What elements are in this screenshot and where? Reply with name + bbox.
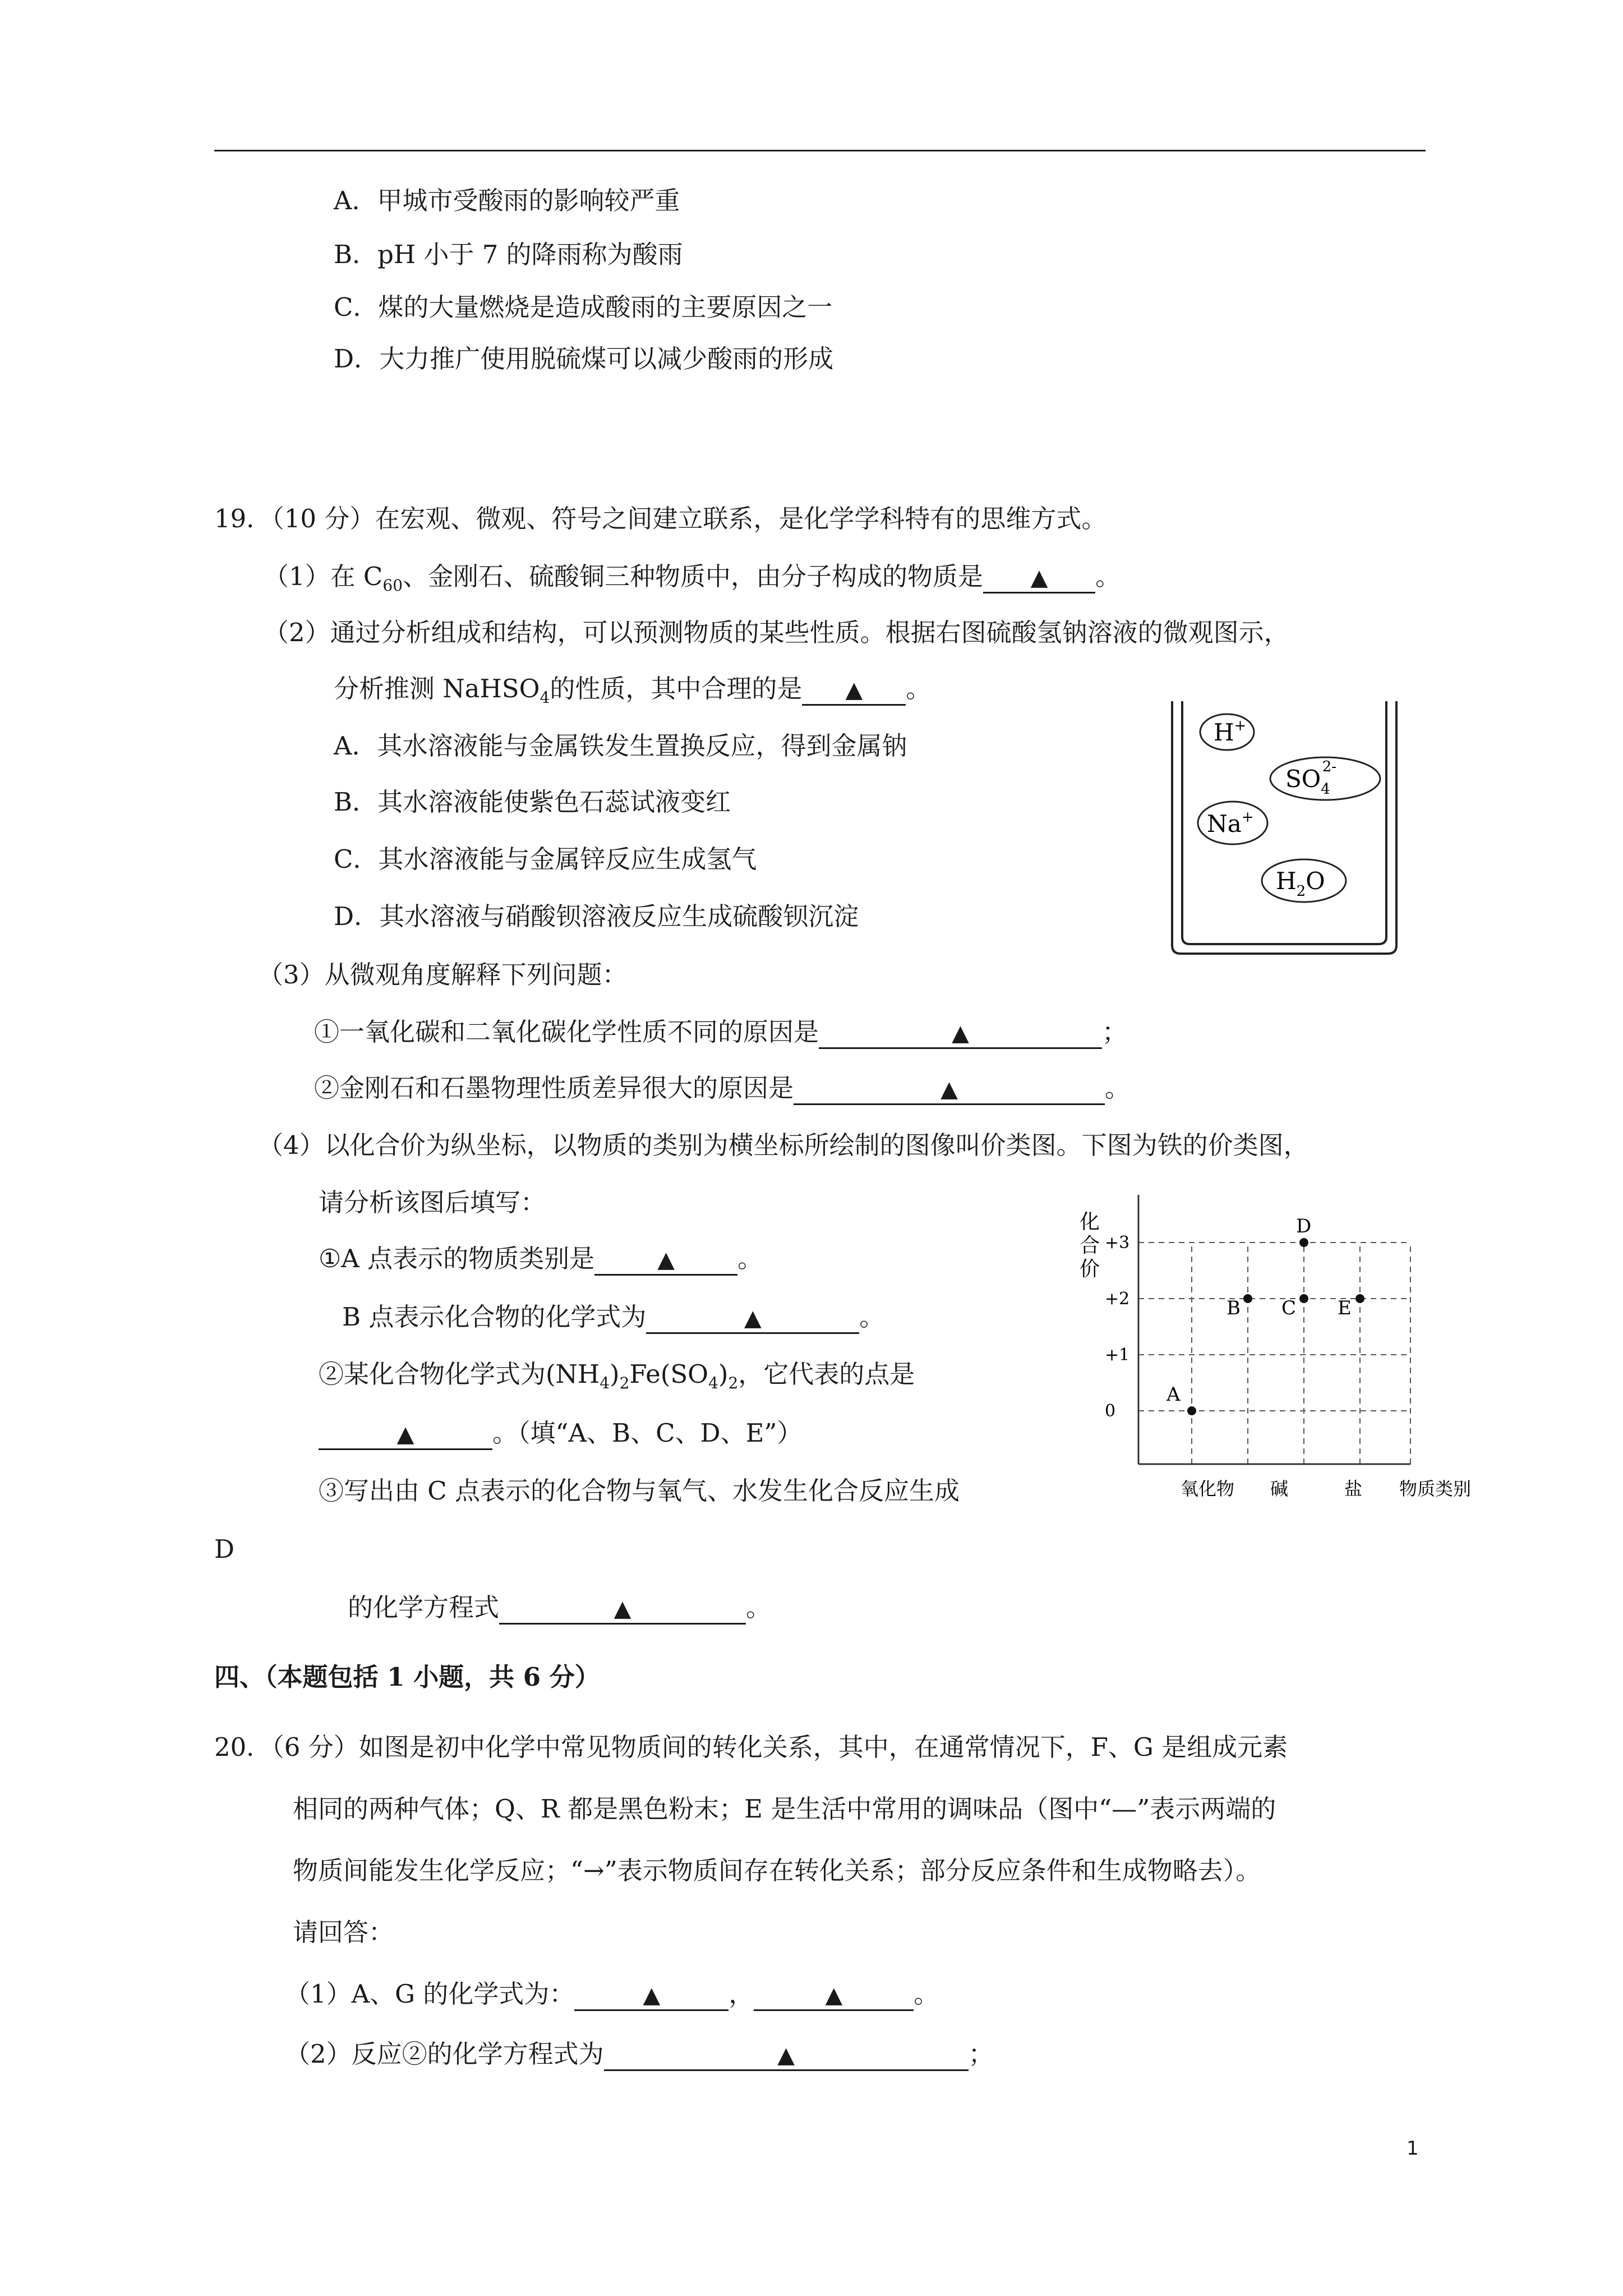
q19-part4-iii: ③写出由 C 点表示的化合物与氧气、水发生化合反应生成 [319,1476,960,1506]
chart-point-label-a: A [1166,1383,1181,1406]
q19-p2-blank[interactable]: ▲ [802,675,906,706]
q19-part4-line2: 请分析该图后填写： [319,1188,546,1217]
q19-part2-line1: （2）通过分析组成和结构，可以预测物质的某些性质。根据右图硫酸氢钠溶液的微观图示， [264,618,1289,647]
chart-point-c [1299,1294,1308,1303]
chart-point-label-d: D [1296,1215,1312,1237]
chart-point-b [1243,1294,1252,1303]
chart-point-d [1299,1238,1308,1247]
q18-option-b: B．pH 小于 7 的降雨称为酸雨 [334,240,683,269]
chart-ylabel-1: 合 [1080,1234,1100,1257]
sulfate-ion [1270,757,1380,800]
q19-part3-head: （3）从微观角度解释下列问题： [258,960,628,990]
q20-line3: 物质间能发生化学反应；“→”表示物质间存在转化关系；部分反应条件和生成物略去）。 [293,1856,1261,1885]
beaker-figure [1166,698,1402,962]
svg-text:H+: H+ [1214,717,1247,746]
chart-xcat-2: 盐 [1344,1478,1363,1499]
chart-ytick-1: +2 [1105,1289,1130,1309]
q20-p1-blank-b[interactable]: ▲ [754,1980,914,2011]
section4-title: 四、（本题包括 1 小题，共 6 分） [214,1662,600,1692]
q19-p4i-blank[interactable]: ▲ [594,1245,737,1276]
q20-part2: （2）反应②的化学方程式为 ▲ ； [285,2037,994,2071]
q19-part4-ii-fill: ▲ 。（填“A、B、C、D、E”） [319,1416,802,1450]
chart-ylabel-0: 化 [1080,1211,1100,1234]
q20-p2-blank[interactable]: ▲ [604,2040,969,2071]
q18-option-c: C．煤的大量燃烧是造成酸雨的主要原因之一 [334,292,833,322]
page-number: 1 [1407,2137,1419,2160]
iron-valence-chart [1080,1195,1483,1509]
chart-grid [1138,1243,1410,1464]
q19-p4ii-blank[interactable]: ▲ [319,1419,492,1450]
h-ion [1200,714,1254,750]
chart-ytick-3: 0 [1105,1401,1116,1421]
q19-part4-line1: （4）以化合价为纵坐标，以物质的类别为横坐标所绘制的图像叫价类图。下图为铁的价类图， [258,1130,1309,1160]
chart-point-label-e: E [1338,1297,1352,1319]
q19-part2-line2: 分析推测 NaHSO$_4$的性质，其中合理的是 ▲ 。 [334,674,932,707]
q19-part4-i: ①A 点表示的物质类别是 ▲ 。 [319,1242,763,1276]
q19-part4-i2: B 点表示化合物的化学式为 ▲ 。 [342,1300,884,1334]
q19-part3-ii: ②金刚石和石墨物理性质差异很大的原因是 ▲ 。 [314,1071,1130,1105]
svg-text:H2O: $H_2O$ [1276,867,1325,900]
q19-p4iii-blank[interactable]: ▲ [499,1594,746,1625]
chart-point-label-c: C [1281,1297,1297,1319]
q19-part4-ii: ②某化合物化学式为$(NH_4)_2Fe(SO_4)_2$，它代表的点是 [319,1359,915,1392]
q19-p3i-blank[interactable]: ▲ [819,1018,1102,1049]
q19-p3ii-blank[interactable]: ▲ [794,1074,1105,1105]
chart-point-a [1187,1406,1196,1415]
q20-line1: 20．（6 分）如图是初中化学中常见物质间的转化关系，其中，在通常情况下，F、G 是组成元素 [214,1732,1288,1762]
svg-text:SO42-: $SO_42-$ [1285,758,1337,798]
header-rule [214,150,1426,151]
q19-p2-option-b: B．其水溶液能使紫色石蕊试液变红 [334,787,731,817]
svg-text:Na+: Na+ [1207,809,1254,838]
q19-p2-option-c: C．其水溶液能与金属锌反应生成氢气 [334,844,757,874]
chart-point-label-b: B [1227,1297,1241,1319]
chart-xlabel: 物质类别 [1399,1478,1472,1499]
q18-option-d: D．大力推广使用脱硫煤可以减少酸雨的形成 [334,344,834,374]
q20-p1-blank-a[interactable]: ▲ [574,1980,728,2011]
q20-part1: （1）A、G 的化学式为： ▲ ， ▲ 。 [285,1977,939,2011]
q19-stem: 19．（10 分）在宏观、微观、符号之间建立联系，是化学学科特有的思维方式。 [214,504,1107,533]
chart-ylabel-2: 价 [1080,1258,1100,1281]
q19-p2-option-a: A．其水溶液能与金属铁发生置换反应，得到金属钠 [334,731,907,761]
chart-xcat-1: 碱 [1270,1478,1289,1499]
q20-line4: 请回答： [293,1917,394,1947]
q19-p4i2-blank[interactable]: ▲ [646,1303,859,1334]
q19-part3-i: ①一氧化碳和二氧化碳化学性质不同的原因是 ▲ ； [314,1015,1127,1049]
q19-part1: （1）在 $C_{60}$、金刚石、硫酸铜三种物质中，由分子构成的物质是 ▲ 。 [264,562,1121,595]
q19-part4-iii-wrap: D [214,1534,235,1564]
q18-option-a: A．甲城市受酸雨的影响较严重 [334,186,680,215]
q19-p2-option-d: D．其水溶液与硝酸钡溶液反应生成硫酸钡沉淀 [334,901,859,931]
water-molecule [1262,859,1346,902]
q20-line2: 相同的两种气体；Q、R 都是黑色粉末；E 是生活中常用的调味品（图中“—”表示两端的 [293,1794,1276,1824]
chart-xcat-0: 氧化物 [1181,1478,1235,1499]
chart-ytick-2: +1 [1105,1345,1130,1365]
q19-p1-blank[interactable]: ▲ [983,563,1095,593]
q19-part4-iii-2: 的化学方程式 ▲ 。 [348,1591,771,1625]
chart-ytick-0: +3 [1105,1233,1130,1253]
chart-point-e [1355,1294,1364,1303]
sodium-ion [1198,802,1267,844]
